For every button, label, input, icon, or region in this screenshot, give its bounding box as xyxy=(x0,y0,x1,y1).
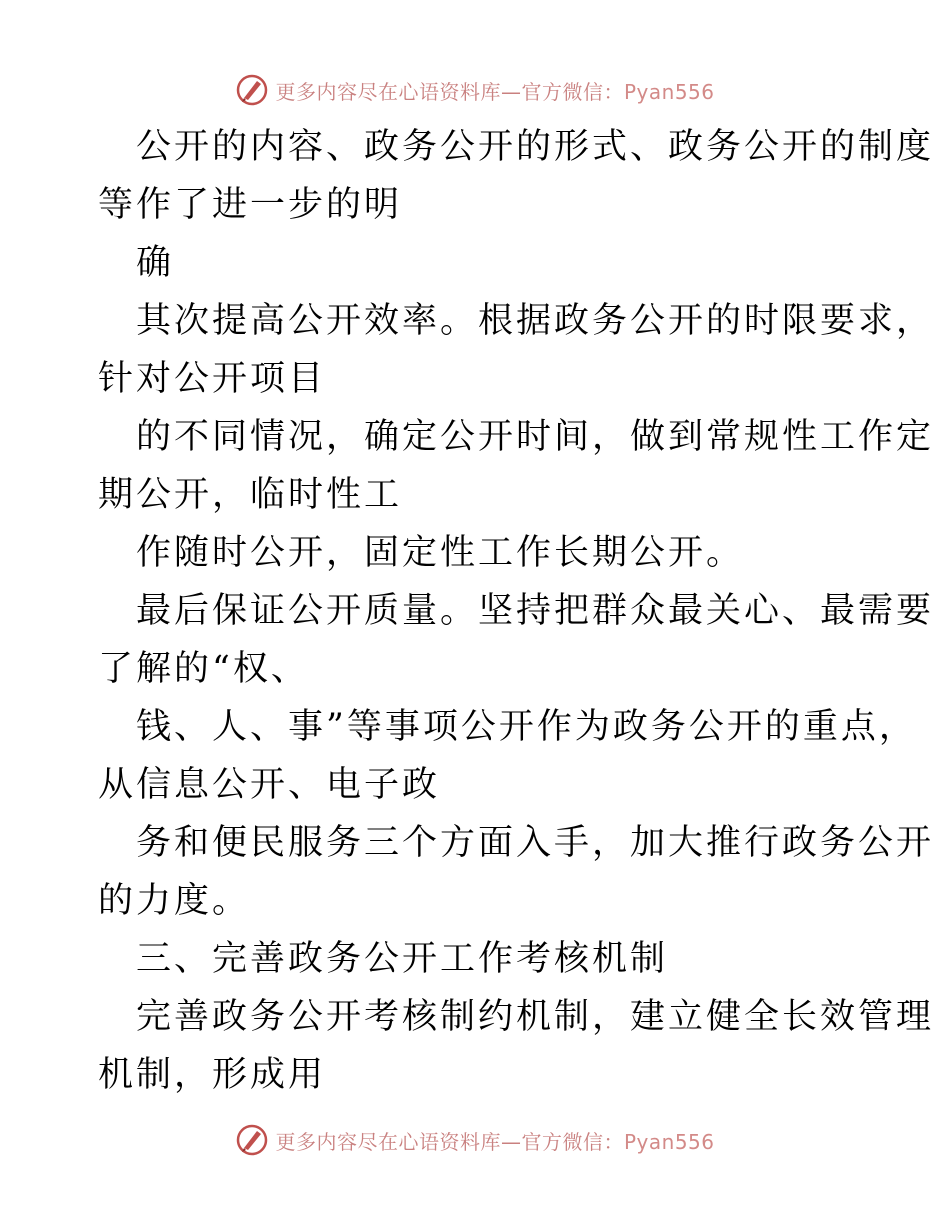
text-line: 等作了进一步的明 xyxy=(98,185,403,225)
text-line: 了解的“权、 xyxy=(98,649,309,689)
text-line: 钱、人、事”等事项公开作为政务公开的重点， xyxy=(136,707,917,747)
watermark-text xyxy=(275,1126,714,1155)
text-line: 三、完善政务公开工作考核机制 xyxy=(136,939,669,979)
header-watermark xyxy=(0,72,950,108)
quill-pen-logo-icon xyxy=(235,73,269,107)
text-line: 其次提高公开效率。根据政务公开的时限要求， xyxy=(136,301,935,341)
text-line: 的力度。 xyxy=(98,881,251,921)
text-line: 确 xyxy=(136,243,175,283)
footer-watermark xyxy=(0,1122,950,1158)
text-line: 公开的内容、政务公开的形式、政务公开的制度 xyxy=(136,127,935,167)
text-line: 最后保证公开质量。坚持把群众最关心、最需要 xyxy=(136,591,935,631)
text-line: 的不同情况，确定公开时间，做到常规性工作定 xyxy=(136,417,935,457)
wechat-id: Pyan556 xyxy=(623,79,715,104)
text-line: 作随时公开，固定性工作长期公开。 xyxy=(136,533,745,573)
text-line: 期公开，临时性工 xyxy=(98,475,403,515)
text-line: 务和便民服务三个方面入手，加大推行政务公开 xyxy=(136,823,935,863)
watermark-label: 更多内容尽在心语资料库—官方微信： xyxy=(275,1129,624,1154)
document-body xyxy=(98,118,935,1104)
wechat-id: Pyan556 xyxy=(623,1129,715,1154)
text-line: 针对公开项目 xyxy=(98,359,327,399)
text-line: 完善政务公开考核制约机制，建立健全长效管理 xyxy=(136,997,935,1037)
text-line: 从信息公开、电子政 xyxy=(98,765,441,805)
watermark-text xyxy=(275,76,714,105)
text-line: 机制，形成用 xyxy=(98,1055,327,1095)
watermark-label: 更多内容尽在心语资料库—官方微信： xyxy=(275,79,624,104)
quill-pen-logo-icon xyxy=(235,1123,269,1157)
